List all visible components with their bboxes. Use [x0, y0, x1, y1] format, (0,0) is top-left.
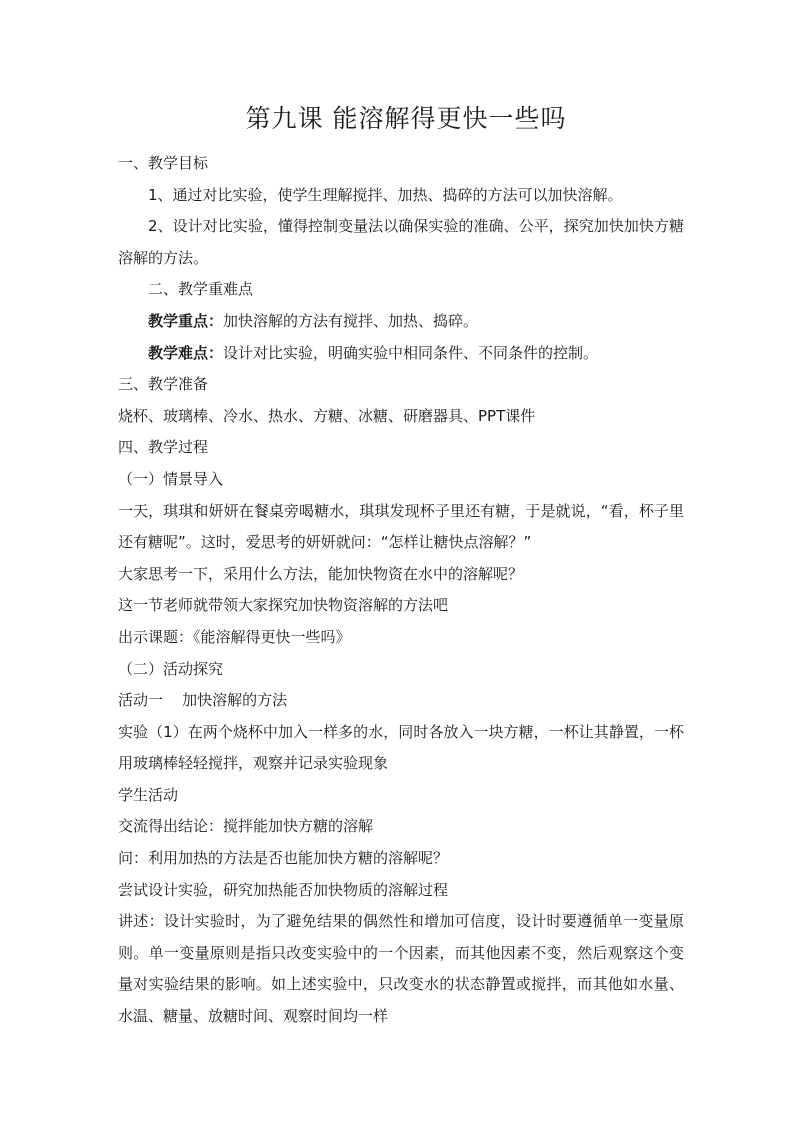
- difficulty-text: 设计对比实验，明确实验中相同条件、不同条件的控制。: [223, 343, 599, 362]
- intro-paragraph-1: 一天，琪琪和妍妍在餐桌旁喝糖水，琪琪发现杯子里还有糖，于是就说，“看，杯子里还有糖呢”。这时，爱思考的妍妍就问：“怎样让糖快点溶解？”: [118, 501, 684, 552]
- conclusion: 交流得出结论：搅拌能加快方糖的溶解: [118, 817, 374, 836]
- key-point: [118, 306, 714, 338]
- prep-text: 烧杯、玻璃棒、冷水、热水、方糖、冰糖、研磨器具、PPT课件: [118, 406, 536, 425]
- key-point-label: 教学重点：: [148, 311, 224, 330]
- key-heading: 二、教学重难点: [148, 280, 254, 299]
- difficulty-point: [118, 338, 714, 370]
- try-design: 尝试设计实验，研究加热能否加快物质的溶解过程: [118, 880, 449, 899]
- objectives-heading: 一、教学目标: [118, 154, 209, 172]
- experiment-1: 实验（1）在两个烧杯中加入一样多的水，同时各放入一块方糖，一杯让其静置，一杯用玻璃棒轻轻搅拌，观察并记录实验现象: [118, 722, 684, 773]
- activity-1-title: 活动一 加快溶解的方法: [118, 691, 288, 710]
- prep-heading: 三、教学准备: [118, 375, 209, 394]
- intro-paragraph-4: 出示课题：《能溶解得更快一些吗》: [118, 627, 351, 646]
- page-title: 第九课 能溶解得更快一些吗: [245, 104, 567, 133]
- explanation: 讲述：设计实验时，为了避免结果的偶然性和增加可信度，设计时要遵循单一变量原则。单一变量原则是指只改变实验中的一个因素，而其他因素不变，然后观察这个变量对实验结果的影响。如上述实验中，只改变水的状态静置或搅拌，而其他如水量、水温、糖量、放糖时间、观察时间均一样: [118, 912, 684, 1026]
- key-point-text: 加快溶解的方法有搅拌、加热、捣碎。: [223, 311, 479, 330]
- objective-1: 1、通过对比实验，使学生理解搅拌、加热、捣碎的方法可以加快溶解。: [148, 185, 623, 204]
- objective-2: 2、设计对比实验，懂得控制变量法以确保实验的准确、公平，探究加快加快方糖溶解的方法。: [118, 217, 684, 267]
- activity-heading: （二）活动探究: [118, 659, 224, 678]
- process-heading: 四、教学过程: [118, 438, 209, 457]
- difficulty-label: 教学难点：: [148, 343, 224, 362]
- intro-paragraph-3: 这一节老师就带领大家探究加快物资溶解的方法吧: [118, 596, 449, 615]
- question: 问：利用加热的方法是否也能加快方糖的溶解呢？: [118, 849, 449, 868]
- intro-paragraph-2: 大家思考一下，采用什么方法，能加快物资在水中的溶解呢？: [118, 564, 524, 583]
- student-activity: 学生活动: [118, 785, 179, 804]
- intro-heading: （一）情景导入: [118, 469, 224, 488]
